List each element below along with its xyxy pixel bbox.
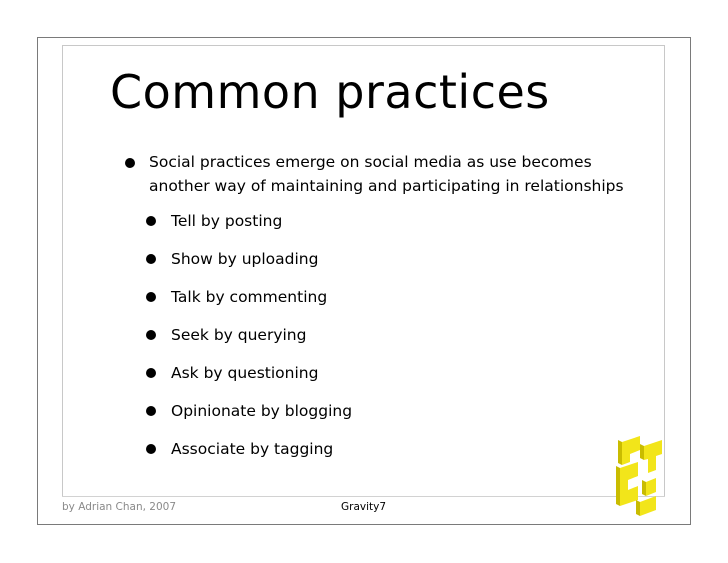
- sub-bullet-text: Show by uploading: [171, 250, 319, 268]
- footer-divider: [62, 496, 665, 497]
- bullet-dot-icon: [146, 368, 156, 378]
- sub-bullet-text: Tell by posting: [171, 212, 283, 230]
- footer-author: by Adrian Chan, 2007: [62, 501, 177, 513]
- sub-bullet-text: Opinionate by blogging: [171, 402, 353, 420]
- gravity7-logo-icon: [600, 432, 670, 532]
- bullet-dot-icon: [146, 216, 156, 226]
- sub-bullet-text: Seek by querying: [171, 326, 307, 344]
- sub-bullet-text: Ask by questioning: [171, 364, 319, 382]
- bullet-dot-icon: [146, 330, 156, 340]
- footer-brand: Gravity7: [341, 501, 387, 513]
- bullet-dot-icon: [146, 254, 156, 264]
- bullet-dot-icon: [146, 406, 156, 416]
- bullet-dot-icon: [146, 292, 156, 302]
- sub-bullet-text: Associate by tagging: [171, 440, 334, 458]
- main-bullet-text: Social practices emerge on social media as use becomes another way of maintaining and participating in relationships: [149, 153, 624, 195]
- bullet-dot-icon: [125, 158, 135, 168]
- main-bullet: [117, 150, 637, 198]
- bullet-dot-icon: [146, 444, 156, 454]
- sub-bullet-text: Talk by commenting: [171, 288, 328, 306]
- slide-title: Common practices: [110, 65, 550, 119]
